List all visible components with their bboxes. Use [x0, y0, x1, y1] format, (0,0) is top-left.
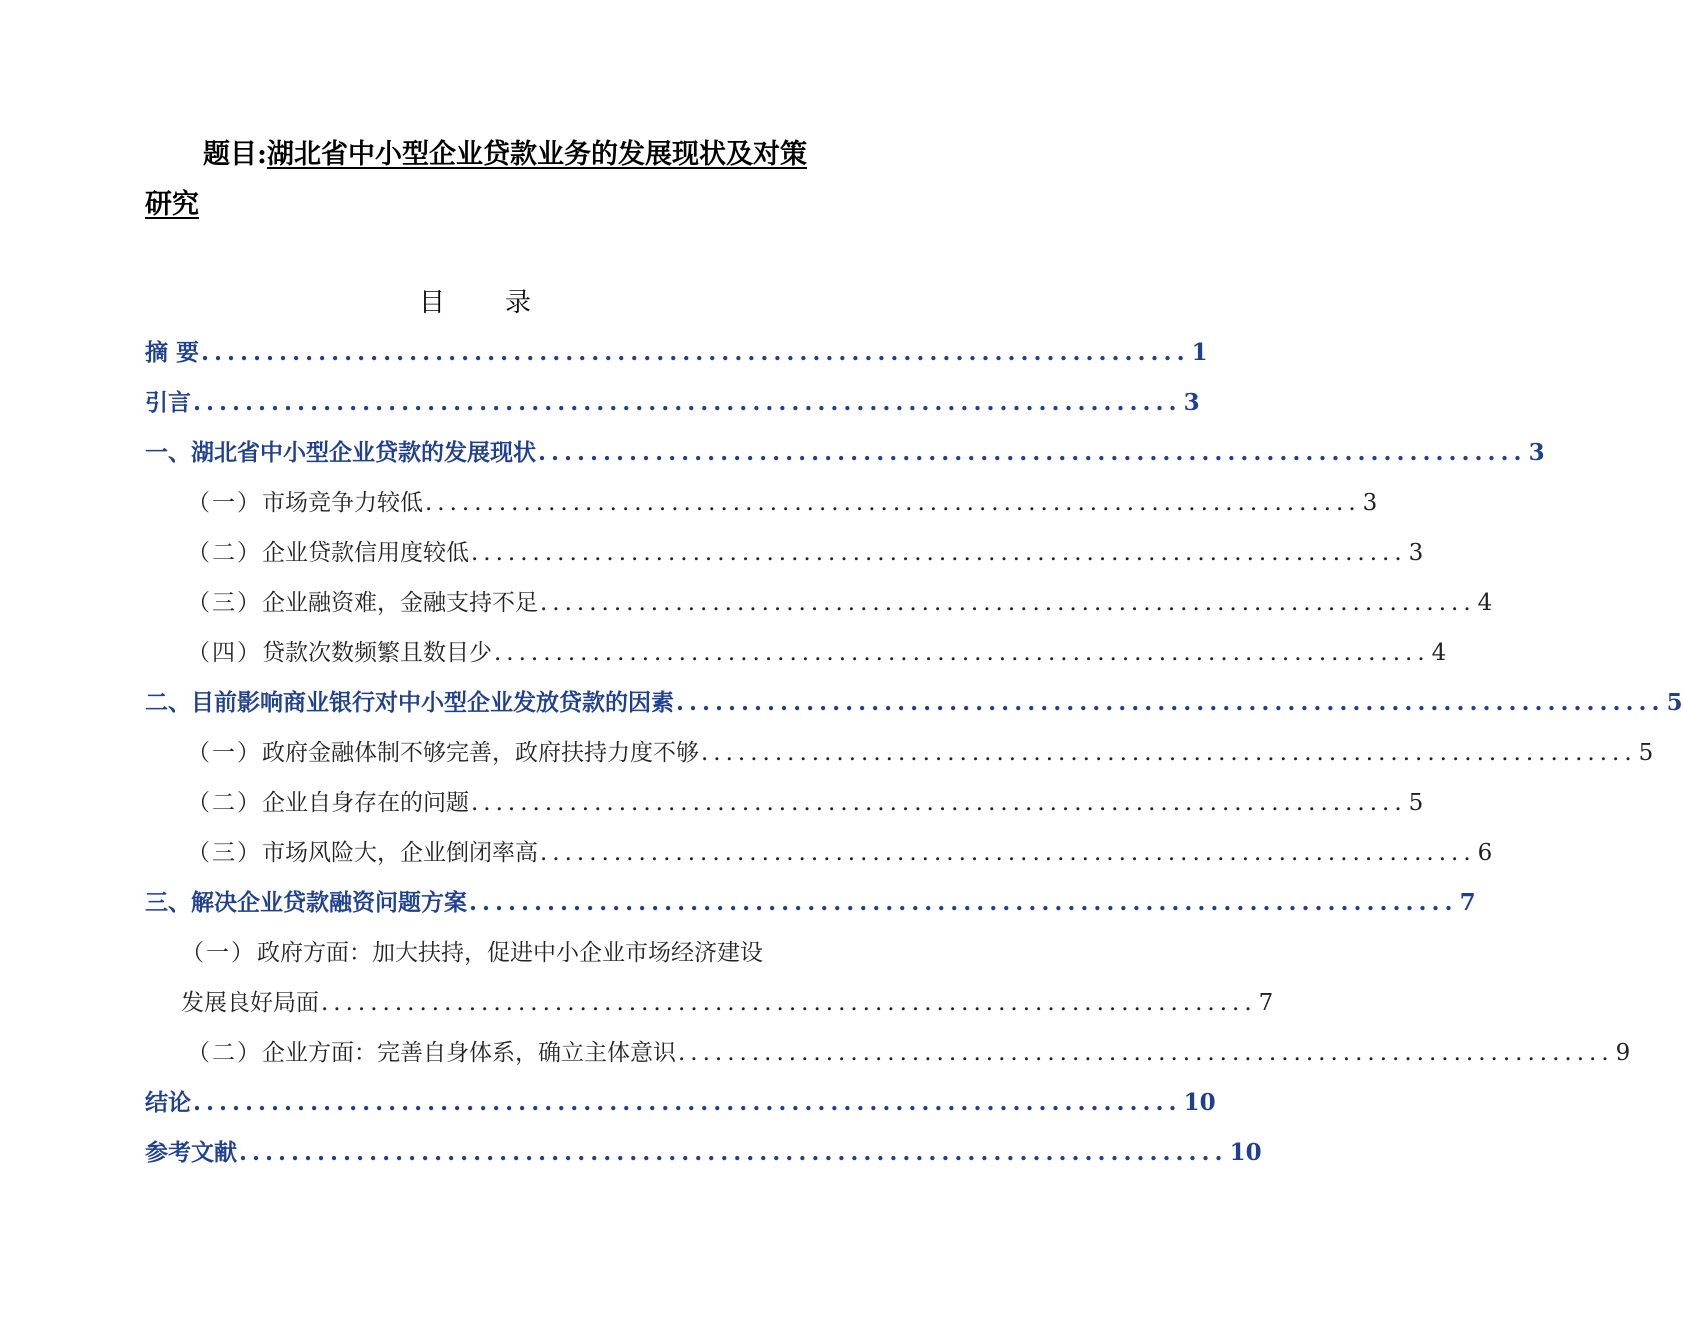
toc-page-number: 1 — [1191, 339, 1208, 366]
toc-entry-number: （一） — [187, 490, 262, 516]
dot-leader: ............................................................................ — [469, 889, 1458, 916]
toc-page-number: 4 — [1477, 590, 1493, 616]
toc-entry[interactable] — [145, 428, 1545, 478]
toc-entry-number: （三） — [187, 590, 262, 616]
toc-entry-label: 摘 要 — [145, 339, 200, 366]
toc-page-number: 10 — [1229, 1139, 1262, 1166]
toc-entry-number: （二） — [187, 1040, 262, 1066]
toc-entry-label: 结论 — [145, 1089, 191, 1116]
toc-entry[interactable] — [145, 728, 1654, 778]
toc-entry-number: （二） — [187, 790, 262, 816]
toc-page-number: 9 — [1615, 1040, 1631, 1066]
toc-page-number: 5 — [1666, 689, 1683, 716]
dot-leader: ............................................................................ — [193, 389, 1182, 416]
toc-page-number: 10 — [1183, 1089, 1216, 1116]
toc-entry[interactable] — [145, 678, 1683, 728]
toc-entry-number: （三） — [187, 840, 262, 866]
toc-entry-label: 贷款次数频繁且数目少 — [262, 640, 492, 666]
toc-entry-number: （一） — [181, 940, 256, 966]
table-of-contents — [145, 328, 1683, 1178]
dot-leader: ............................................................................ — [193, 1089, 1182, 1116]
toc-entry-label: 企业融资难，金融支持不足 — [262, 590, 538, 616]
toc-entry-number: （一） — [187, 740, 262, 766]
toc-page-number: 7 — [1459, 889, 1476, 916]
toc-entry-number: （二） — [187, 540, 262, 566]
dot-leader: ............................................................................ — [701, 740, 1637, 766]
toc-entry-number: 二、 — [145, 689, 191, 716]
toc-entry-label-continued: 发展良好局面 — [181, 990, 319, 1016]
toc-entry-label: 企业方面：完善自身体系，确立主体意识 — [262, 1040, 676, 1066]
toc-entry[interactable] — [145, 628, 1447, 678]
dot-leader: ............................................................................ — [471, 790, 1407, 816]
toc-entry[interactable] — [145, 478, 1378, 528]
toc-entry-label: 市场风险大，企业倒闭率高 — [262, 840, 538, 866]
toc-entry[interactable] — [145, 528, 1424, 578]
dot-leader: ............................................................................ — [678, 1040, 1614, 1066]
toc-entry-number: 一、 — [145, 439, 191, 466]
toc-page-number: 4 — [1431, 640, 1447, 666]
title-text-line1: 湖北省中小型企业贷款业务的发展现状及对策 — [266, 139, 807, 170]
toc-page-number: 6 — [1477, 840, 1493, 866]
toc-entry-label: 企业自身存在的问题 — [262, 790, 469, 816]
document-title — [145, 130, 810, 230]
toc-entry-label: 目前影响商业银行对中小型企业发放贷款的因素 — [191, 689, 674, 716]
title-prefix: 题目: — [203, 139, 267, 170]
toc-entry-label: 引言 — [145, 389, 191, 416]
toc-entry-label: 参考文献 — [145, 1139, 237, 1166]
dot-leader: ............................................................................ — [321, 990, 1257, 1016]
toc-entry-number: （四） — [187, 640, 262, 666]
dot-leader: ............................................................................ — [425, 490, 1361, 516]
toc-page-number: 3 — [1408, 540, 1424, 566]
toc-entry-continuation[interactable] — [145, 978, 1274, 1028]
toc-entry[interactable] — [145, 778, 1424, 828]
toc-entry[interactable] — [145, 1078, 1216, 1128]
dot-leader: ............................................................................ — [201, 339, 1190, 366]
dot-leader: ............................................................................ — [239, 1139, 1228, 1166]
toc-page-number: 5 — [1638, 740, 1654, 766]
toc-entry-label: 市场竞争力较低 — [262, 490, 423, 516]
dot-leader: ............................................................................ — [538, 439, 1527, 466]
toc-page-number: 3 — [1362, 490, 1378, 516]
toc-entry[interactable] — [145, 828, 1493, 878]
toc-page-number: 5 — [1408, 790, 1424, 816]
dot-leader: ............................................................................ — [676, 689, 1665, 716]
toc-page-number: 3 — [1183, 389, 1200, 416]
toc-entry[interactable] — [145, 378, 1200, 428]
toc-entry-label: 政府金融体制不够完善，政府扶持力度不够 — [262, 740, 699, 766]
toc-entry[interactable] — [145, 928, 807, 978]
toc-heading: 目录 — [418, 288, 591, 318]
toc-entry-label: 湖北省中小型企业贷款的发展现状 — [191, 439, 536, 466]
dot-leader: ............................................................................ — [540, 590, 1476, 616]
toc-entry[interactable] — [145, 578, 1493, 628]
title-text-line2: 研究 — [145, 189, 199, 220]
toc-entry-label: 解决企业贷款融资问题方案 — [191, 889, 467, 916]
toc-entry[interactable] — [145, 1128, 1262, 1178]
toc-entry-label: 企业贷款信用度较低 — [262, 540, 469, 566]
toc-page-number: 3 — [1528, 439, 1545, 466]
toc-page-number: 7 — [1258, 990, 1274, 1016]
dot-leader: ............................................................................ — [471, 540, 1407, 566]
toc-entry-number: 三、 — [145, 889, 191, 916]
dot-leader: ............................................................................ — [494, 640, 1430, 666]
toc-entry[interactable] — [145, 1028, 1631, 1078]
toc-entry[interactable] — [145, 328, 1208, 378]
toc-entry[interactable] — [145, 878, 1476, 928]
toc-entry-label: 政府方面：加大扶持，促进中小企业市场经济建设 — [257, 940, 763, 966]
dot-leader: ............................................................................ — [540, 840, 1476, 866]
